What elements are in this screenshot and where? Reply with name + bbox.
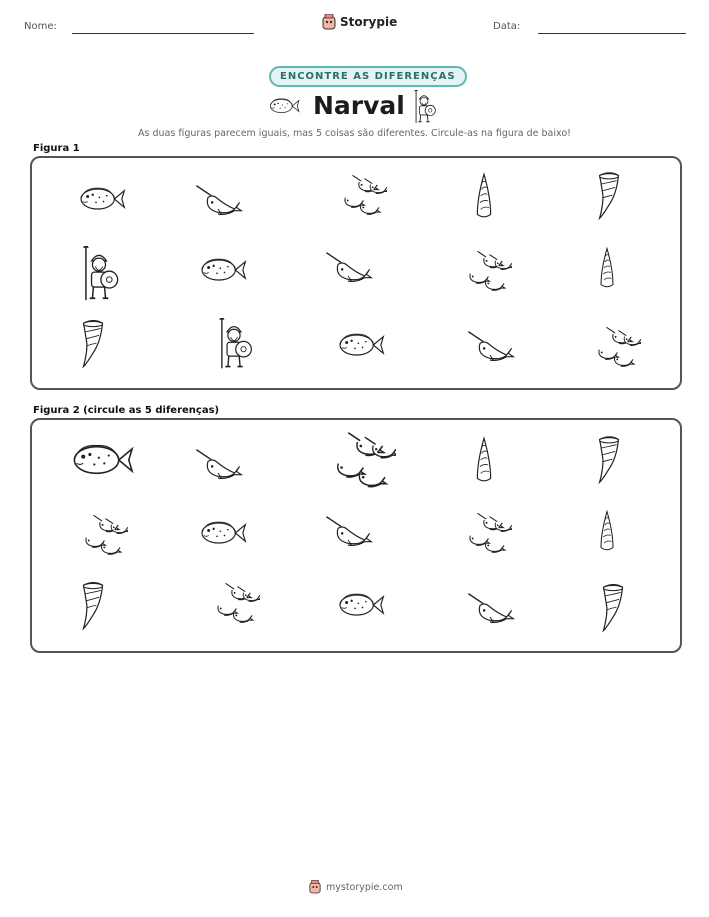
shell-horn-icon[interactable] (600, 582, 626, 634)
storypie-mascot-icon (309, 880, 321, 894)
name-line[interactable] (72, 33, 254, 34)
flatfish-icon (197, 255, 247, 285)
flatfish-icon (334, 330, 386, 360)
shell-horn-icon (596, 172, 622, 220)
horn-icon[interactable] (598, 506, 616, 556)
shell-horn-icon (80, 318, 106, 370)
narwhal-group-icon[interactable] (324, 428, 396, 492)
narwhal-icon (193, 180, 243, 218)
flatfish-icon[interactable] (197, 518, 247, 548)
footer (309, 880, 403, 894)
narwhal-group-icon[interactable] (76, 512, 128, 558)
shell-horn-icon[interactable] (596, 436, 622, 484)
flatfish-icon (267, 96, 300, 116)
narwhal-icon[interactable] (323, 510, 373, 550)
instructions: As duas figuras parecem iguais, mas 5 coisas são diferentes. Circule-as na figura de baixo! (138, 128, 571, 139)
flatfish-icon (76, 184, 126, 214)
viking-warrior-icon (410, 90, 438, 124)
page-title: Narval (313, 91, 405, 120)
horn-icon (474, 172, 494, 220)
horn-icon[interactable] (474, 436, 494, 484)
narwhal-icon (465, 325, 515, 365)
figure-1-label: Figura 1 (33, 143, 80, 154)
flatfish-icon[interactable] (334, 590, 386, 620)
date-label: Data: (493, 21, 521, 32)
shell-horn-icon[interactable] (80, 580, 106, 632)
worksheet-type-badge: ENCONTRE AS DIFERENÇAS (269, 66, 467, 87)
narwhal-group-icon (589, 324, 641, 370)
narwhal-group-icon[interactable] (208, 580, 260, 626)
viking-warrior-icon (213, 318, 255, 370)
narwhal-group-icon (460, 248, 512, 294)
name-label: Nome: (24, 21, 57, 32)
narwhal-group-icon[interactable] (460, 510, 512, 556)
narwhal-icon[interactable] (193, 444, 243, 482)
horn-icon (598, 243, 616, 293)
narwhal-group-icon (335, 172, 387, 218)
figure-2-label: Figura 2 (circule as 5 diferenças) (33, 405, 220, 416)
date-line[interactable] (538, 33, 686, 34)
viking-warrior-icon (78, 246, 120, 302)
footer-site-link[interactable]: mystorypie.com (326, 881, 403, 893)
narwhal-icon[interactable] (465, 587, 515, 627)
flatfish-icon[interactable] (64, 440, 138, 480)
brand-logo (322, 14, 397, 30)
brand-name: Storypie (340, 15, 398, 29)
storypie-mascot-icon (322, 14, 336, 30)
narwhal-icon (323, 246, 373, 286)
